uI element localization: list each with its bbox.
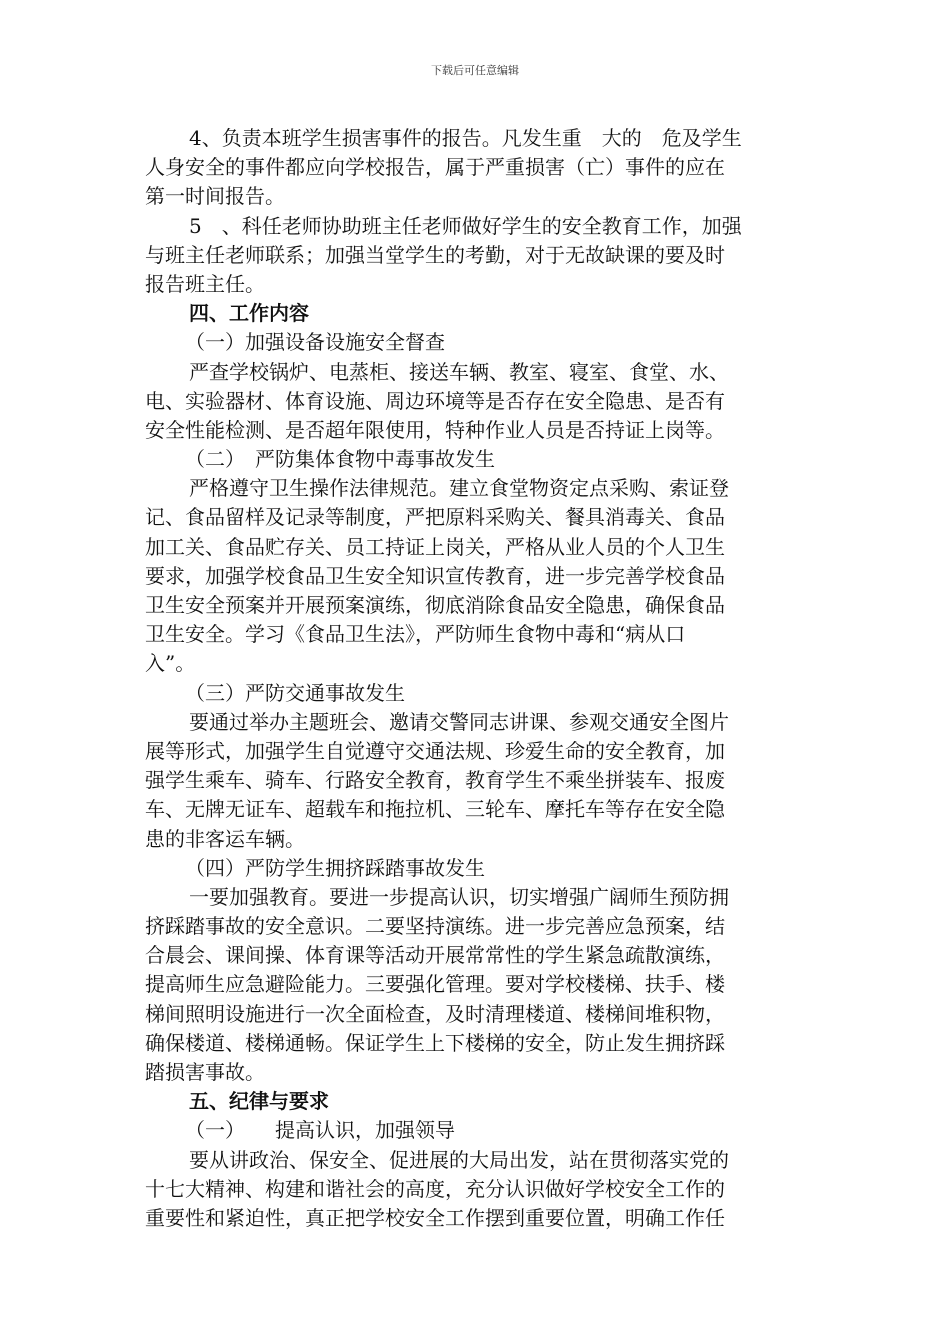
text-line: 展等形式，加强学生自觉遵守交通法规、珍爱生命的安全教育，加 [145,738,725,763]
text-line: 电、实验器材、体育设施、周边环境等是否存在安全隐患、是否有 [145,388,725,413]
text-line: 第一时间报告。 [145,184,285,209]
text-line: 卫生安全。学习《食品卫生法》，严防师生食物中毒和“病从口 [145,622,686,647]
text-line: （四）严防学生拥挤踩踏事故发生 [185,855,485,880]
section-heading: 四、工作内容 [189,301,309,326]
text-line: 卫生安全预案并开展预案演练，彻底消除食品安全隐患，确保食品 [145,593,725,617]
document-body [145,124,810,1233]
text-line: 要求，加强学校食品卫生安全知识宣传教育，进一步完善学校食品 [145,563,725,588]
text-line: 挤踩踏事故的安全意识。二要坚持演练。进一步完善应急预案，结 [145,914,725,939]
text-line: 4、负责本班学生损害事件的报告。凡发生重 大的 危及学生 [189,126,742,150]
text-line: 确保楼道、楼梯通畅。保证学生上下楼梯的安全，防止发生拥挤踩 [145,1030,725,1055]
text-line: 患的非客运车辆。 [145,826,305,851]
text-line: （二） 严防集体食物中毒事故发生 [185,447,495,472]
text-line: 加工关、食品贮存关、员工持证上岗关，严格从业人员的个人卫生 [145,534,725,559]
text-line: 提高师生应急避险能力。三要强化管理。要对学校楼梯、扶手、楼 [145,972,725,997]
text-line: 要通过举办主题班会、邀请交警同志讲课、参观交通安全图片 [189,709,729,734]
text-line: 严格遵守卫生操作法律规范。建立食堂物资定点采购、索证登 [189,476,729,501]
text-line: 合晨会、课间操、体育课等活动开展常常性的学生紧急疏散演练， [145,943,725,968]
text-line: 严查学校锅炉、电蒸柜、接送车辆、教室、寝室、食堂、水、 [189,359,729,384]
text-line: 5 、科任老师协助班主任老师做好学生的安全教育工作，加强 [189,213,742,238]
text-line: 梯间照明设施进行一次全面检查，及时清理楼道、楼梯间堆积物， [145,1001,725,1026]
text-line: （三）严防交通事故发生 [185,680,405,705]
page-header: 下载后可任意编辑 [431,64,519,77]
text-line: 重要性和紧迫性，真正把学校安全工作摆到重要位置，明确工作任 [145,1205,725,1230]
text-line: 安全性能检测、是否超年限使用，特种作业人员是否持证上岗等。 [145,417,725,442]
text-line: 强学生乘车、骑车、行路安全教育，教育学生不乘坐拼装车、报废 [145,768,725,793]
text-line: 人身安全的事件都应向学校报告，属于严重损害（亡）事件的应在 [145,155,725,180]
text-line: 十七大精神、构建和谐社会的高度，充分认识做好学校安全工作的 [145,1176,725,1201]
text-line: 入”。 [145,651,196,676]
text-line: 车、无牌无证车、超载车和拖拉机、三轮车、摩托车等存在安全隐 [145,797,725,822]
text-line: 要从讲政治、保安全、促进展的大局出发，站在贯彻落实党的 [189,1147,729,1172]
section-heading: 五、纪律与要求 [189,1089,329,1114]
text-line: 记、食品留样及记录等制度，严把原料采购关、餐具消毒关、食品 [145,505,725,530]
text-line: （一）加强设备设施安全督查 [185,330,445,355]
text-line: 踏损害事故。 [145,1060,265,1084]
text-line: 一要加强教育。要进一步提高认识，切实增强广阔师生预防拥 [189,884,729,909]
text-line: （一） 提高认识，加强领导 [185,1118,455,1143]
text-line: 与班主任老师联系；加强当堂学生的考勤，对于无故缺课的要及时 [145,242,725,267]
text-line: 报告班主任。 [145,271,265,296]
